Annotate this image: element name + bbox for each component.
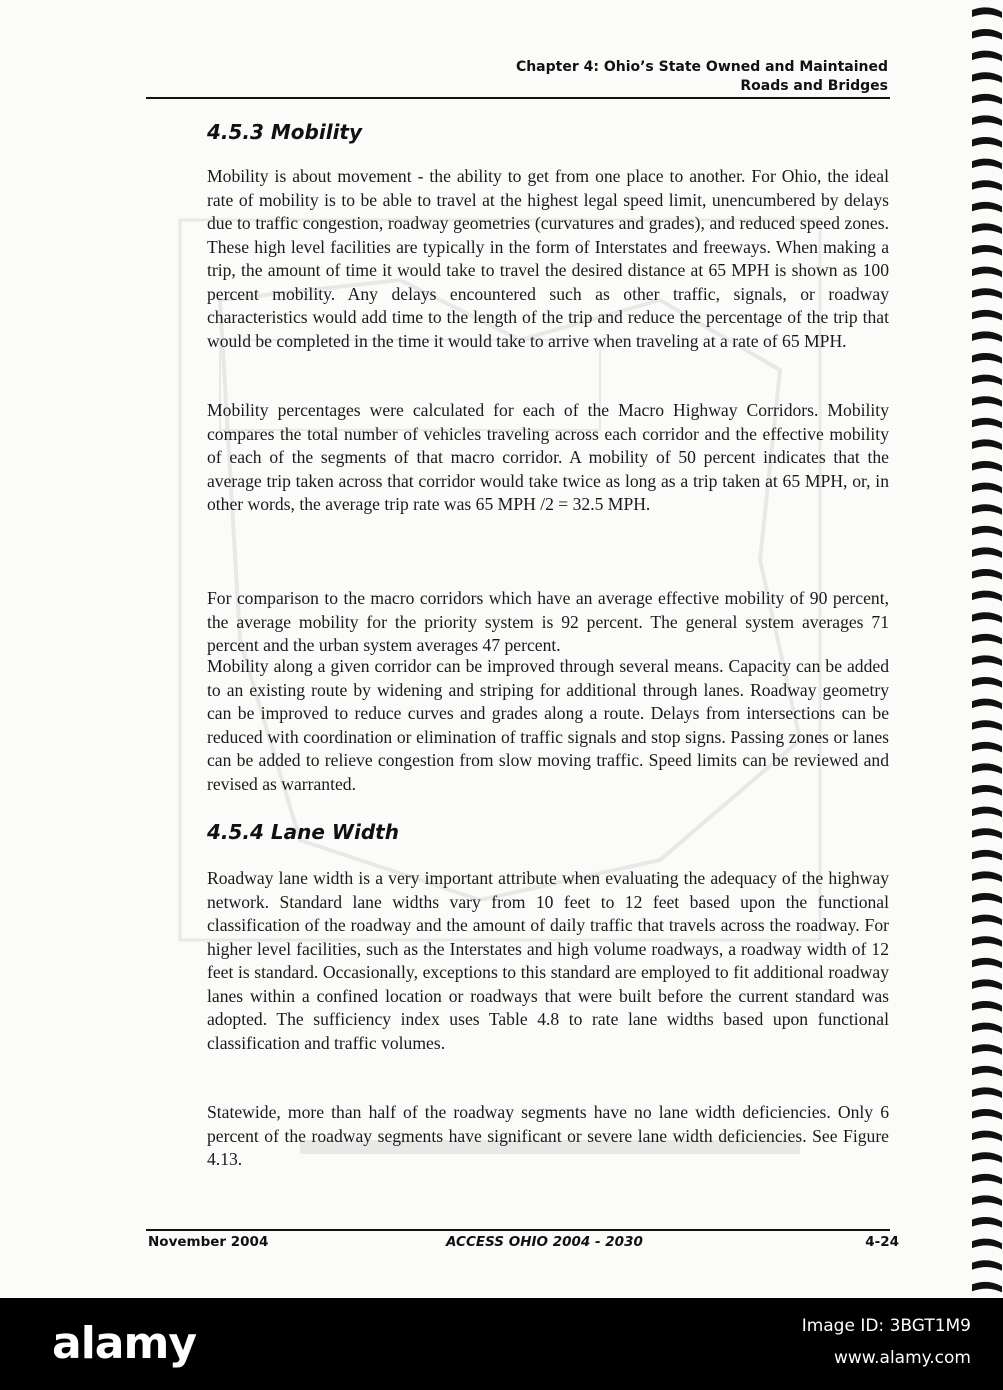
header-rule <box>146 97 890 99</box>
spiral-binding <box>958 0 1003 1298</box>
footer-title: ACCESS OHIO 2004 - 2030 <box>446 1234 643 1250</box>
spiral-coil <box>972 7 1002 18</box>
spiral-coil <box>972 375 1002 386</box>
spiral-coil <box>972 353 1002 364</box>
spiral-coil <box>972 677 1002 688</box>
spiral-coil <box>972 634 1002 645</box>
spiral-coil <box>972 483 1002 494</box>
spiral-coil <box>972 915 1002 926</box>
spiral-coil <box>972 1282 1002 1293</box>
spiral-coil <box>972 288 1002 299</box>
spiral-coil <box>972 180 1002 191</box>
spiral-coil <box>972 504 1002 515</box>
spiral-coil <box>972 1109 1002 1120</box>
lane-width-paragraph-2: Statewide, more than half of the roadway segments have no lane width deficiencies. Only 6 percent of the roadway segments have significant or severe lane width deficiencies. See Figure 4.13. <box>207 1102 889 1169</box>
spiral-coil <box>972 893 1002 904</box>
spiral-coil <box>972 828 1002 839</box>
spiral-coil <box>972 936 1002 947</box>
mobility-paragraph-3: For comparison to the macro corridors which have an average effective mobility of 90 percent, the average mobility for the priority system is 92 percent. The general system averages 71 percent and the urban system averages 47 percent. <box>207 588 889 655</box>
lane-width-paragraph-1: Roadway lane width is a very important attribute when evaluating the adequacy of the highway network. Standard lane widths vary from 10 feet to 12 feet based upon the functional classification of the roadway and the amount of daily traffic that travels across the roadway. For higher level facilities, such as the Interstates and high volume roadways, a roadway width of 12 feet is standard. Occasionally, exceptions to this standard are employed to fit additional roadway lanes within a confined location or roadways that were built before the current standard was adopted. The sufficiency index uses Table 4.8 to rate lane widths based upon functional classification and traffic volumes. <box>207 868 889 1053</box>
spiral-coil <box>972 763 1002 774</box>
spiral-coil <box>972 137 1002 148</box>
spiral-coil <box>972 331 1002 342</box>
spiral-coil <box>972 115 1002 126</box>
spiral-coil <box>972 1131 1002 1142</box>
header-chapter-line: Chapter 4: Ohio’s State Owned and Maintained <box>515 59 888 75</box>
spiral-coil <box>972 1174 1002 1185</box>
mobility-paragraph-2: Mobility percentages were calculated for each of the Macro Highway Corridors. Mobility compares the total number of vehicles traveling across each corridor and the effective mobility of each of the segments of that macro corridor. A mobility of 50 percent indicates that the average trip taken across that corridor would take twice as long as a trip taken at 65 MPH, or, in other words, the average trip rate was 65 MPH /2 = 32.5 MPH. <box>207 400 889 514</box>
spiral-coil <box>972 223 1002 234</box>
spiral-coil <box>972 1087 1002 1098</box>
spiral-coil <box>972 267 1002 278</box>
spiral-coil <box>972 1195 1002 1206</box>
mobility-paragraph-1: Mobility is about movement - the ability to get from one place to another. For Ohio, the ideal rate of mobility is to be able to travel at the highest legal speed limit, unencumbered by delays due to traffic congestion, roadway geometries (curvatures and grades), and reduced speed zones. These high level facilities are typically in the form of Interstates and freeways. When making a trip, the amount of time it would take to travel the desired distance at 65 MPH is shown as 100 percent mobility. Any delays encountered such as other traffic, signals, or roadway characteristics would add time to the length of the trip and reduce the percentage of the trip that would be completed in the time it would take to arrive when traveling at a rate of 65 MPH. <box>207 166 889 351</box>
footer-page-number: 4-24 <box>865 1234 899 1250</box>
spiral-coil <box>972 461 1002 472</box>
spiral-coil <box>972 807 1002 818</box>
spiral-coil <box>972 1044 1002 1055</box>
footer-date: November 2004 <box>148 1234 269 1250</box>
spiral-coil <box>972 1001 1002 1012</box>
spiral-coil <box>972 591 1002 602</box>
spiral-coil <box>972 1217 1002 1228</box>
spiral-coil <box>972 547 1002 558</box>
spiral-coil <box>972 439 1002 450</box>
spiral-coil <box>972 871 1002 882</box>
spiral-coil <box>972 720 1002 731</box>
spiral-coil <box>972 1239 1002 1250</box>
spiral-coil <box>972 526 1002 537</box>
spiral-coil <box>972 742 1002 753</box>
spiral-coil <box>972 72 1002 83</box>
header-subtitle-line: Roads and Bridges <box>740 78 888 94</box>
spiral-coil <box>972 958 1002 969</box>
spiral-coil <box>972 202 1002 213</box>
watermark-url: www.alamy.com <box>833 1348 971 1368</box>
watermark-bar <box>0 1298 1003 1390</box>
spiral-coil <box>972 94 1002 105</box>
spiral-coil <box>972 1066 1002 1077</box>
spiral-coil <box>972 655 1002 666</box>
spiral-coil <box>972 785 1002 796</box>
watermark-logo: alamy <box>52 1318 196 1369</box>
spiral-coil <box>972 1152 1002 1163</box>
spiral-coil <box>972 569 1002 580</box>
section-heading-lane-width: 4.5.4 Lane Width <box>207 820 399 844</box>
spiral-coil <box>972 979 1002 990</box>
section-heading-mobility: 4.5.3 Mobility <box>207 120 363 144</box>
spiral-coil <box>972 245 1002 256</box>
spiral-coil <box>972 396 1002 407</box>
spiral-coil <box>972 850 1002 861</box>
spiral-coil <box>972 1023 1002 1034</box>
spiral-coil <box>972 699 1002 710</box>
running-header <box>516 58 888 96</box>
footer-rule <box>146 1229 890 1231</box>
watermark-image-id: Image ID: 3BGT1M9 <box>801 1316 971 1336</box>
spiral-coil <box>972 159 1002 170</box>
spiral-coil <box>972 29 1002 40</box>
spiral-coil <box>972 1260 1002 1271</box>
spiral-coil <box>972 51 1002 62</box>
mobility-paragraph-4: Mobility along a given corridor can be improved through several means. Capacity can be added to an existing route by widening and striping for additional through lanes. Roadway geometry can be improved to reduce curves and grades along a route. Delays from intersections can be reduced with coordination or elimination of traffic signals and stop signs. Passing zones or lanes can be added to relieve congestion from slow moving traffic. Speed limits can be reviewed and revised as warranted. <box>207 656 889 794</box>
spiral-coil <box>972 310 1002 321</box>
spiral-coil <box>972 418 1002 429</box>
spiral-coil <box>972 612 1002 623</box>
